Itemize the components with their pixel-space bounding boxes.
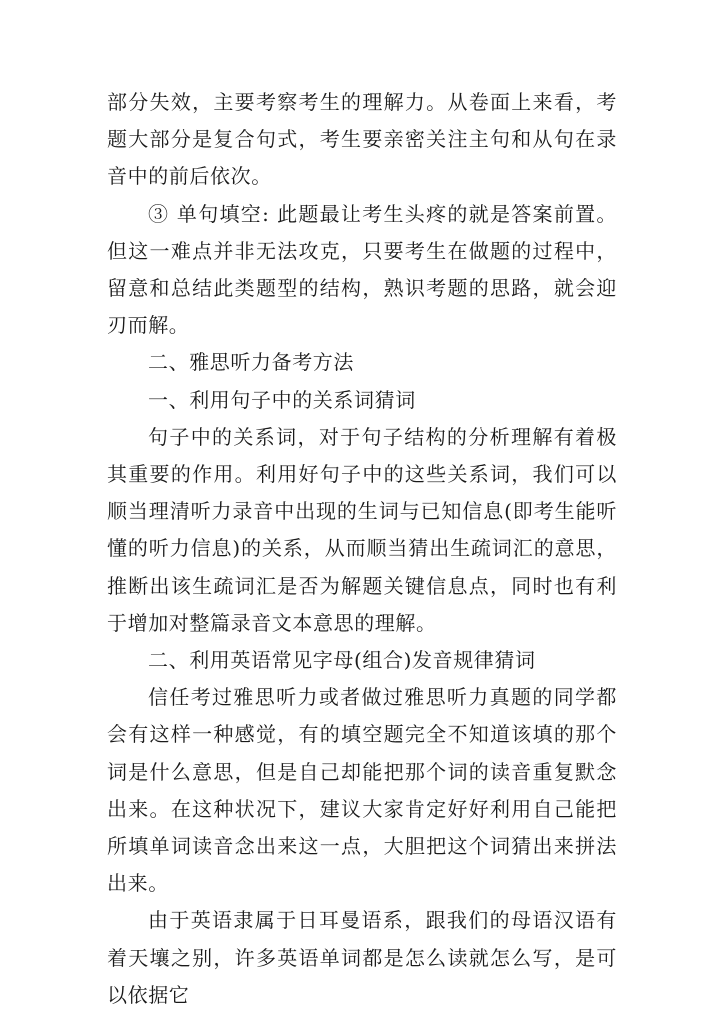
document-page <box>107 84 617 1014</box>
paragraph-guess-by-sound: 信任考过雅思听力或者做过雅思听力真题的同学都会有这样一种感觉，有的填空题完全不知道该填的那个词是什么意思，但是自己却能把那个词的读音重复默念出来。在这种状况下，建议大家肯定好好利用自己能把所填单词读音念出来这一点，大胆把这个词猜出来拼法出来。 <box>107 685 617 896</box>
subheading-relation-words: 一、利用句子中的关系词猜词 <box>148 387 416 412</box>
paragraph-germanic-language: 由于英语隶属于日耳曼语系，跟我们的母语汉语有着天壤之别，许多英语单词都是怎么读就怎么写，是可以依据它 <box>107 908 617 1007</box>
subheading-pronunciation-rules: 二、利用英语常见字母(组合)发音规律猜词 <box>148 648 536 673</box>
section-heading-prep-methods: 二、雅思听力备考方法 <box>148 350 354 375</box>
paragraph-1: 部分失效，主要考察考生的理解力。从卷面上来看，考题大部分是复合句式，考生要亲密关注主句和从句在录音中的前后依次。 <box>107 90 617 189</box>
paragraph-single-sentence-fill: ③ 单句填空: 此题最让考生头疼的就是答案前置。但这一难点并非无法攻克，只要考生在做题的过程中，留意和总结此类题型的结构，熟识考题的思路，就会迎刃而解。 <box>107 201 617 338</box>
paragraph-relation-words: 句子中的关系词，对于句子结构的分析理解有着极其重要的作用。利用好句子中的这些关系词，我们可以顺当理清听力录音中出现的生词与已知信息(即考生能听懂的听力信息)的关系，从而顺当猜出生疏词汇的意思，推断出该生疏词汇是否为解题关键信息点，同时也有利于增加对整篇录音文本意思的理解。 <box>107 424 617 635</box>
